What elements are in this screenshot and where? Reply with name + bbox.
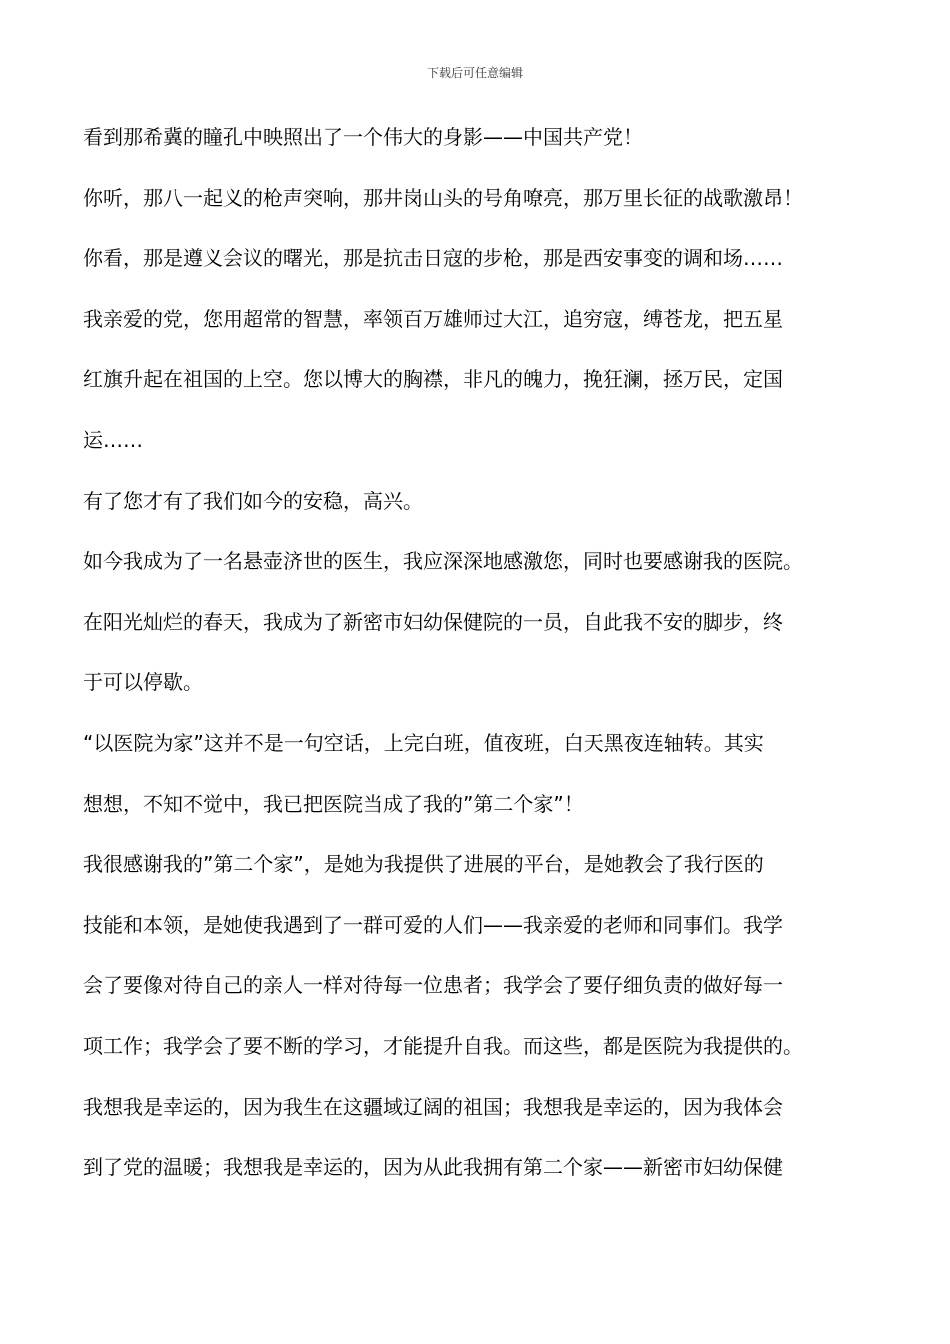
page-header: 下载后可任意编辑 (426, 66, 523, 80)
text-line: 在阳光灿烂的春天，我成为了新密市妇幼保健院的一员，自此我不安的脚步，终 (83, 609, 783, 634)
text-line: 我亲爱的党，您用超常的智慧，率领百万雄师过大江，追穷寇，缚苍龙，把五星 (83, 306, 783, 331)
text-line: 运…… (83, 427, 143, 452)
text-line: 你听，那八一起义的枪声突响，那井岗山头的号角嘹亮，那万里长征的战歌激昂！ (83, 185, 803, 210)
text-line: 如今我成为了一名悬壶济世的医生，我应深深地感激您，同时也要感谢我的医院。 (83, 549, 803, 574)
text-line: 我很感谢我的”第二个家”，是她为我提供了进展的平台，是她教会了我行医的 (83, 852, 764, 877)
text-line: 项工作；我学会了要不断的学习，才能提升自我。而这些，都是医院为我提供的。 (83, 1033, 803, 1058)
text-line: 到了党的温暖；我想我是幸运的，因为从此我拥有第二个家——新密市妇幼保健 (83, 1155, 783, 1180)
document-body (83, 118, 883, 1209)
text-line: 会了要像对待自己的亲人一样对待每一位患者；我学会了要仔细负责的做好每一 (83, 973, 783, 998)
text-line: 我想我是幸运的，因为我生在这疆域辽阔的祖国；我想我是幸运的，因为我体会 (83, 1094, 783, 1119)
text-line: “以医院为家”这并不是一句空话，上完白班，值夜班，白天黑夜连轴转。其实 (83, 730, 764, 755)
text-line: 有了您才有了我们如今的安稳，高兴。 (83, 488, 423, 513)
text-line: 看到那希冀的瞳孔中映照出了一个伟大的身影——中国共产党！ (83, 125, 643, 149)
text-line: 技能和本领，是她使我遇到了一群可爱的人们——我亲爱的老师和同事们。我学 (83, 912, 783, 937)
text-line: 红旗升起在祖国的上空。您以博大的胸襟，非凡的魄力，挽狂澜，拯万民，定国 (83, 367, 783, 392)
text-line: 想想，不知不觉中，我已把医院当成了我的”第二个家”！ (83, 791, 584, 816)
text-line: 于可以停歇。 (83, 670, 203, 695)
text-line: 你看，那是遵义会议的曙光，那是抗击日寇的步枪，那是西安事变的调和场…… (83, 246, 783, 271)
